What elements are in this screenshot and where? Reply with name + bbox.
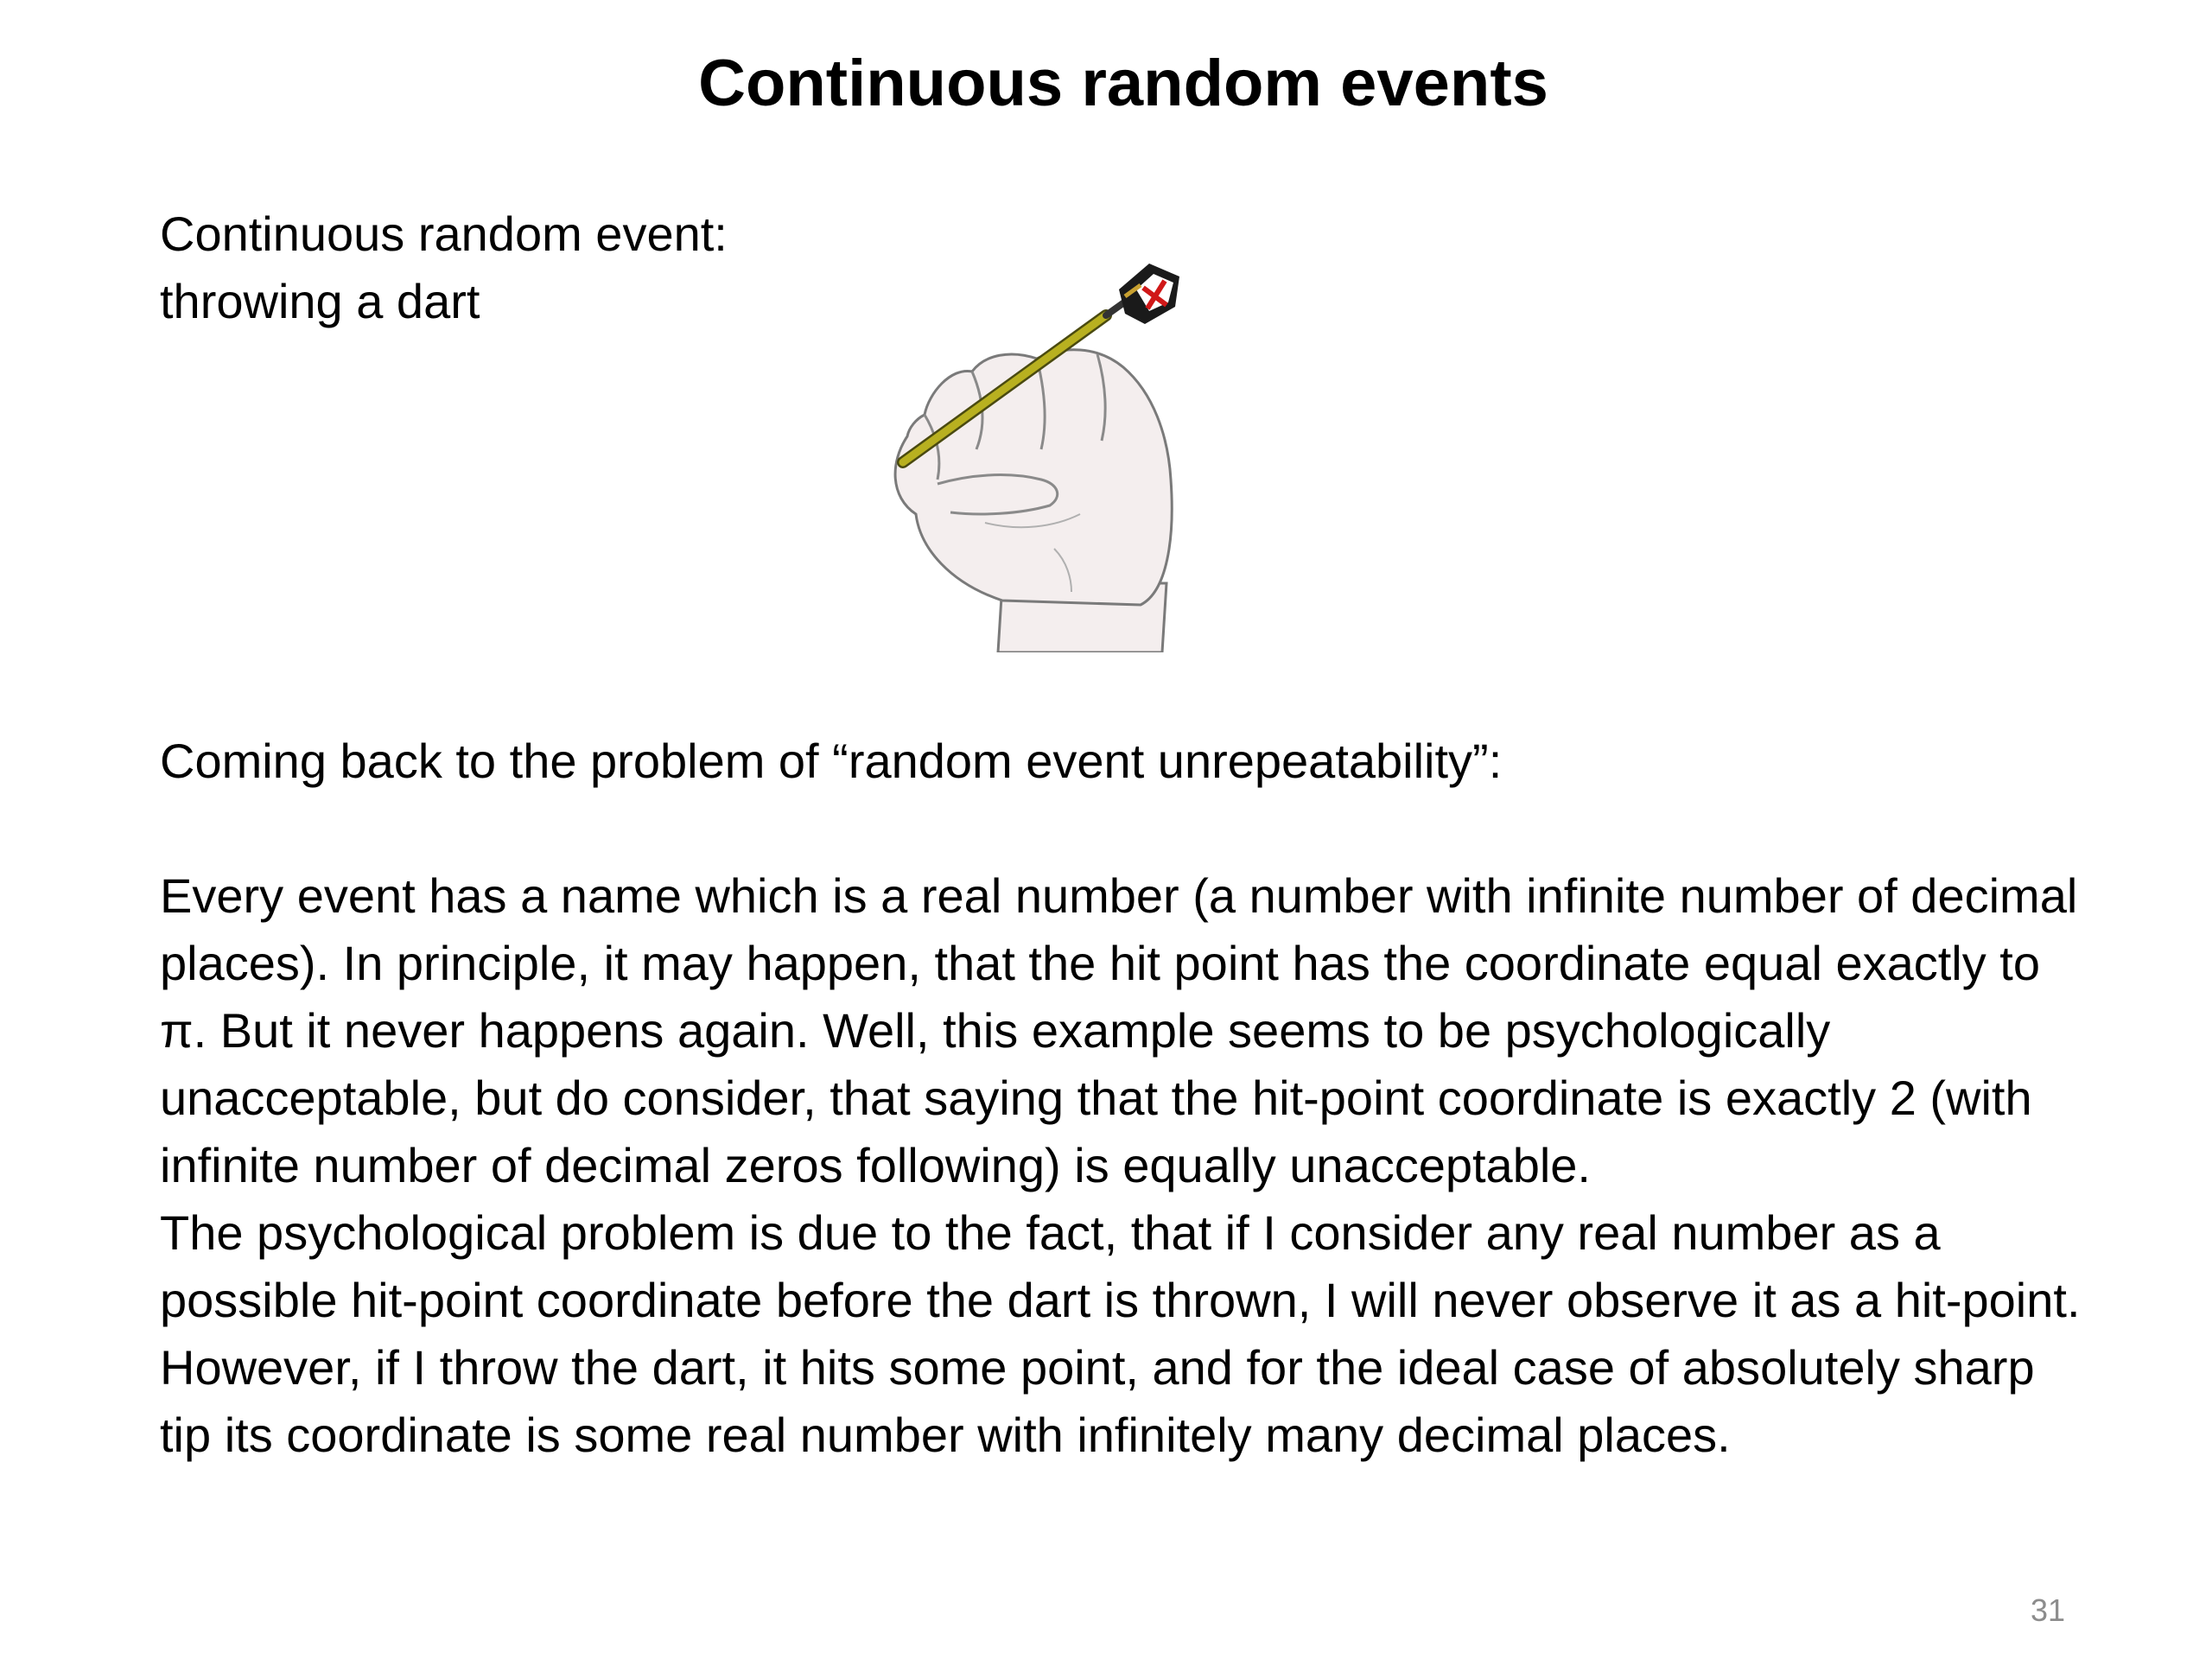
intro-line-2: throwing a dart [160, 274, 480, 328]
body-text [160, 862, 2087, 1469]
coming-back-text: Coming back to the problem of “random event unrepeatability”: [160, 734, 1503, 788]
paragraph-1: Every event has a name which is a real number (a number with infinite number of decimal places). In principle, it may happen, that the hit point has the coordinate equal exactly to π. But it never happens again. Well, this example seems to be psychologically unacceptable, but do consider, that saying that the hit-point coordinate is exactly 2 (with infinite number of decimal zeros following) is equally unacceptable. [160, 868, 2078, 1192]
hand-holding-dart-icon [855, 264, 1201, 652]
slide-title: Continuous random events [698, 47, 1548, 120]
page-number: 31 [2030, 1592, 2065, 1628]
intro-line-1: Continuous random event: [160, 207, 728, 261]
intro-text [160, 200, 728, 335]
paragraph-2: The psychological problem is due to the fact, that if I consider any real number as a possible hit-point coordinate before the dart is thrown, I will never observe it as a hit-point. However, if I throw the dart, it hits some point, and for the ideal case of absolutely sharp tip its coordinate is some real number with infinitely many decimal places. [160, 1205, 2081, 1462]
